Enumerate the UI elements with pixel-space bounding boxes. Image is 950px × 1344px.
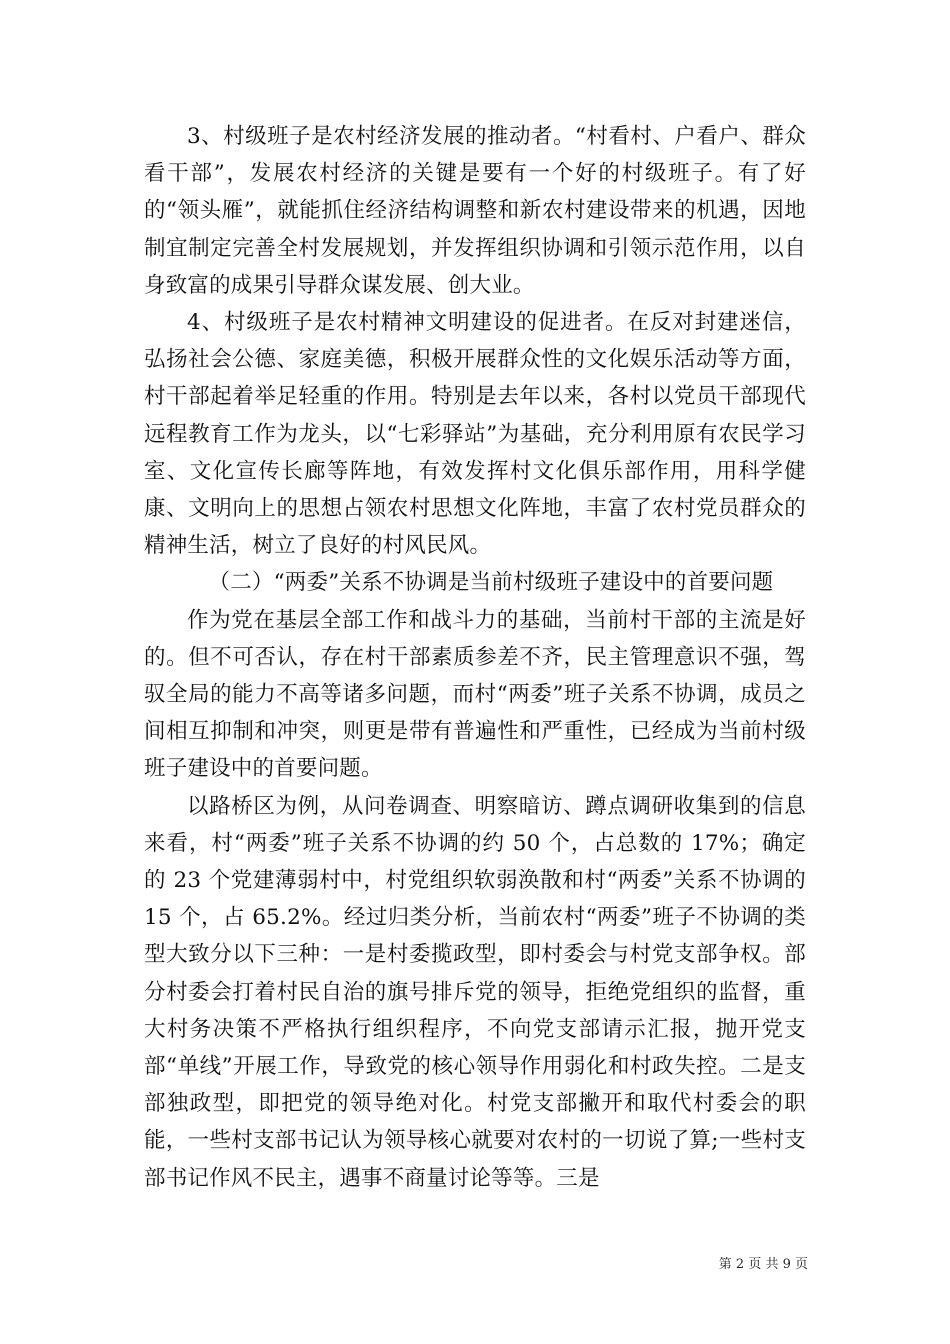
paragraph-luqiao: 以路桥区为例，从问卷调查、明察暗访、蹲点调研收集到的信息来看，村“两委”班子关系不协调的约 50 个，占总数的 17%；确定的 23 个党建薄弱村中，村党组织软弱涣散和村“两委”关系不协调的 15 个，占 65.2%。经过归类分析，当前农村“两委”班子不协调的类型大致分以下三种：一是村委揽政型，即村委会与村党支部争权。部分村委会打着村民自治的旗号排斥党的领导，拒绝党组织的监督，重大村务决策不严格执行组织程序，不向党支部请示汇报，抛开党支部“单线”开展工作，导致党的核心领导作用弱化和村政失控。二是支部独政型，即把党的领导绝对化。村党支部撇开和取代村委会的职能，一些村支部书记认为领导核心就要对农村的一切说了算;一些村支部书记作风不民主，遇事不商量讨论等等。三是 xyxy=(144,793,806,1191)
paragraph-4: 4、村级班子是农村精神文明建设的促进者。在反对封建迷信，弘扬社会公德、家庭美德，积极开展群众性的文化娱乐活动等方面，村干部起着举足轻重的作用。特别是去年以来，各村以党员干部现代远程教育工作为龙头，以“七彩驿站”为基础，充分利用原有农民学习室、文化宣传长廊等阵地，有效发挥村文化俱乐部作用，用科学健康、文明向上的思想占领农村思想文化阵地，丰富了农村党员群众的精神生活，树立了良好的村风民风。 xyxy=(144,310,806,559)
page-number: 第 2 页 共 9 页 xyxy=(718,1257,808,1272)
section-heading: （二）“两委”关系不协调是当前村级班子建设中的首要问题 xyxy=(208,570,774,596)
paragraph-3: 3、村级班子是农村经济发展的推动者。“村看村、户看户、群众看干部”，发展农村经济的关键是要有一个好的村级班子。有了好的“领头雁”，就能抓住经济结构调整和新农村建设带来的机遇，因地制宜制定完善全村发展规划，并发挥组织协调和引领示范作用，以自身致富的成果引导群众谋发展、创大业。 xyxy=(144,124,806,298)
body-text xyxy=(144,118,806,1197)
paragraph-basis: 作为党在基层全部工作和战斗力的基础，当前村干部的主流是好的。但不可否认，存在村干部素质参差不齐，民主管理意识不强，驾驭全局的能力不高等诸多问题，而村“两委”班子关系不协调，成员之间相互抑制和冲突，则更是带有普遍性和严重性，已经成为当前村级班子建设中的首要问题。 xyxy=(144,607,806,782)
